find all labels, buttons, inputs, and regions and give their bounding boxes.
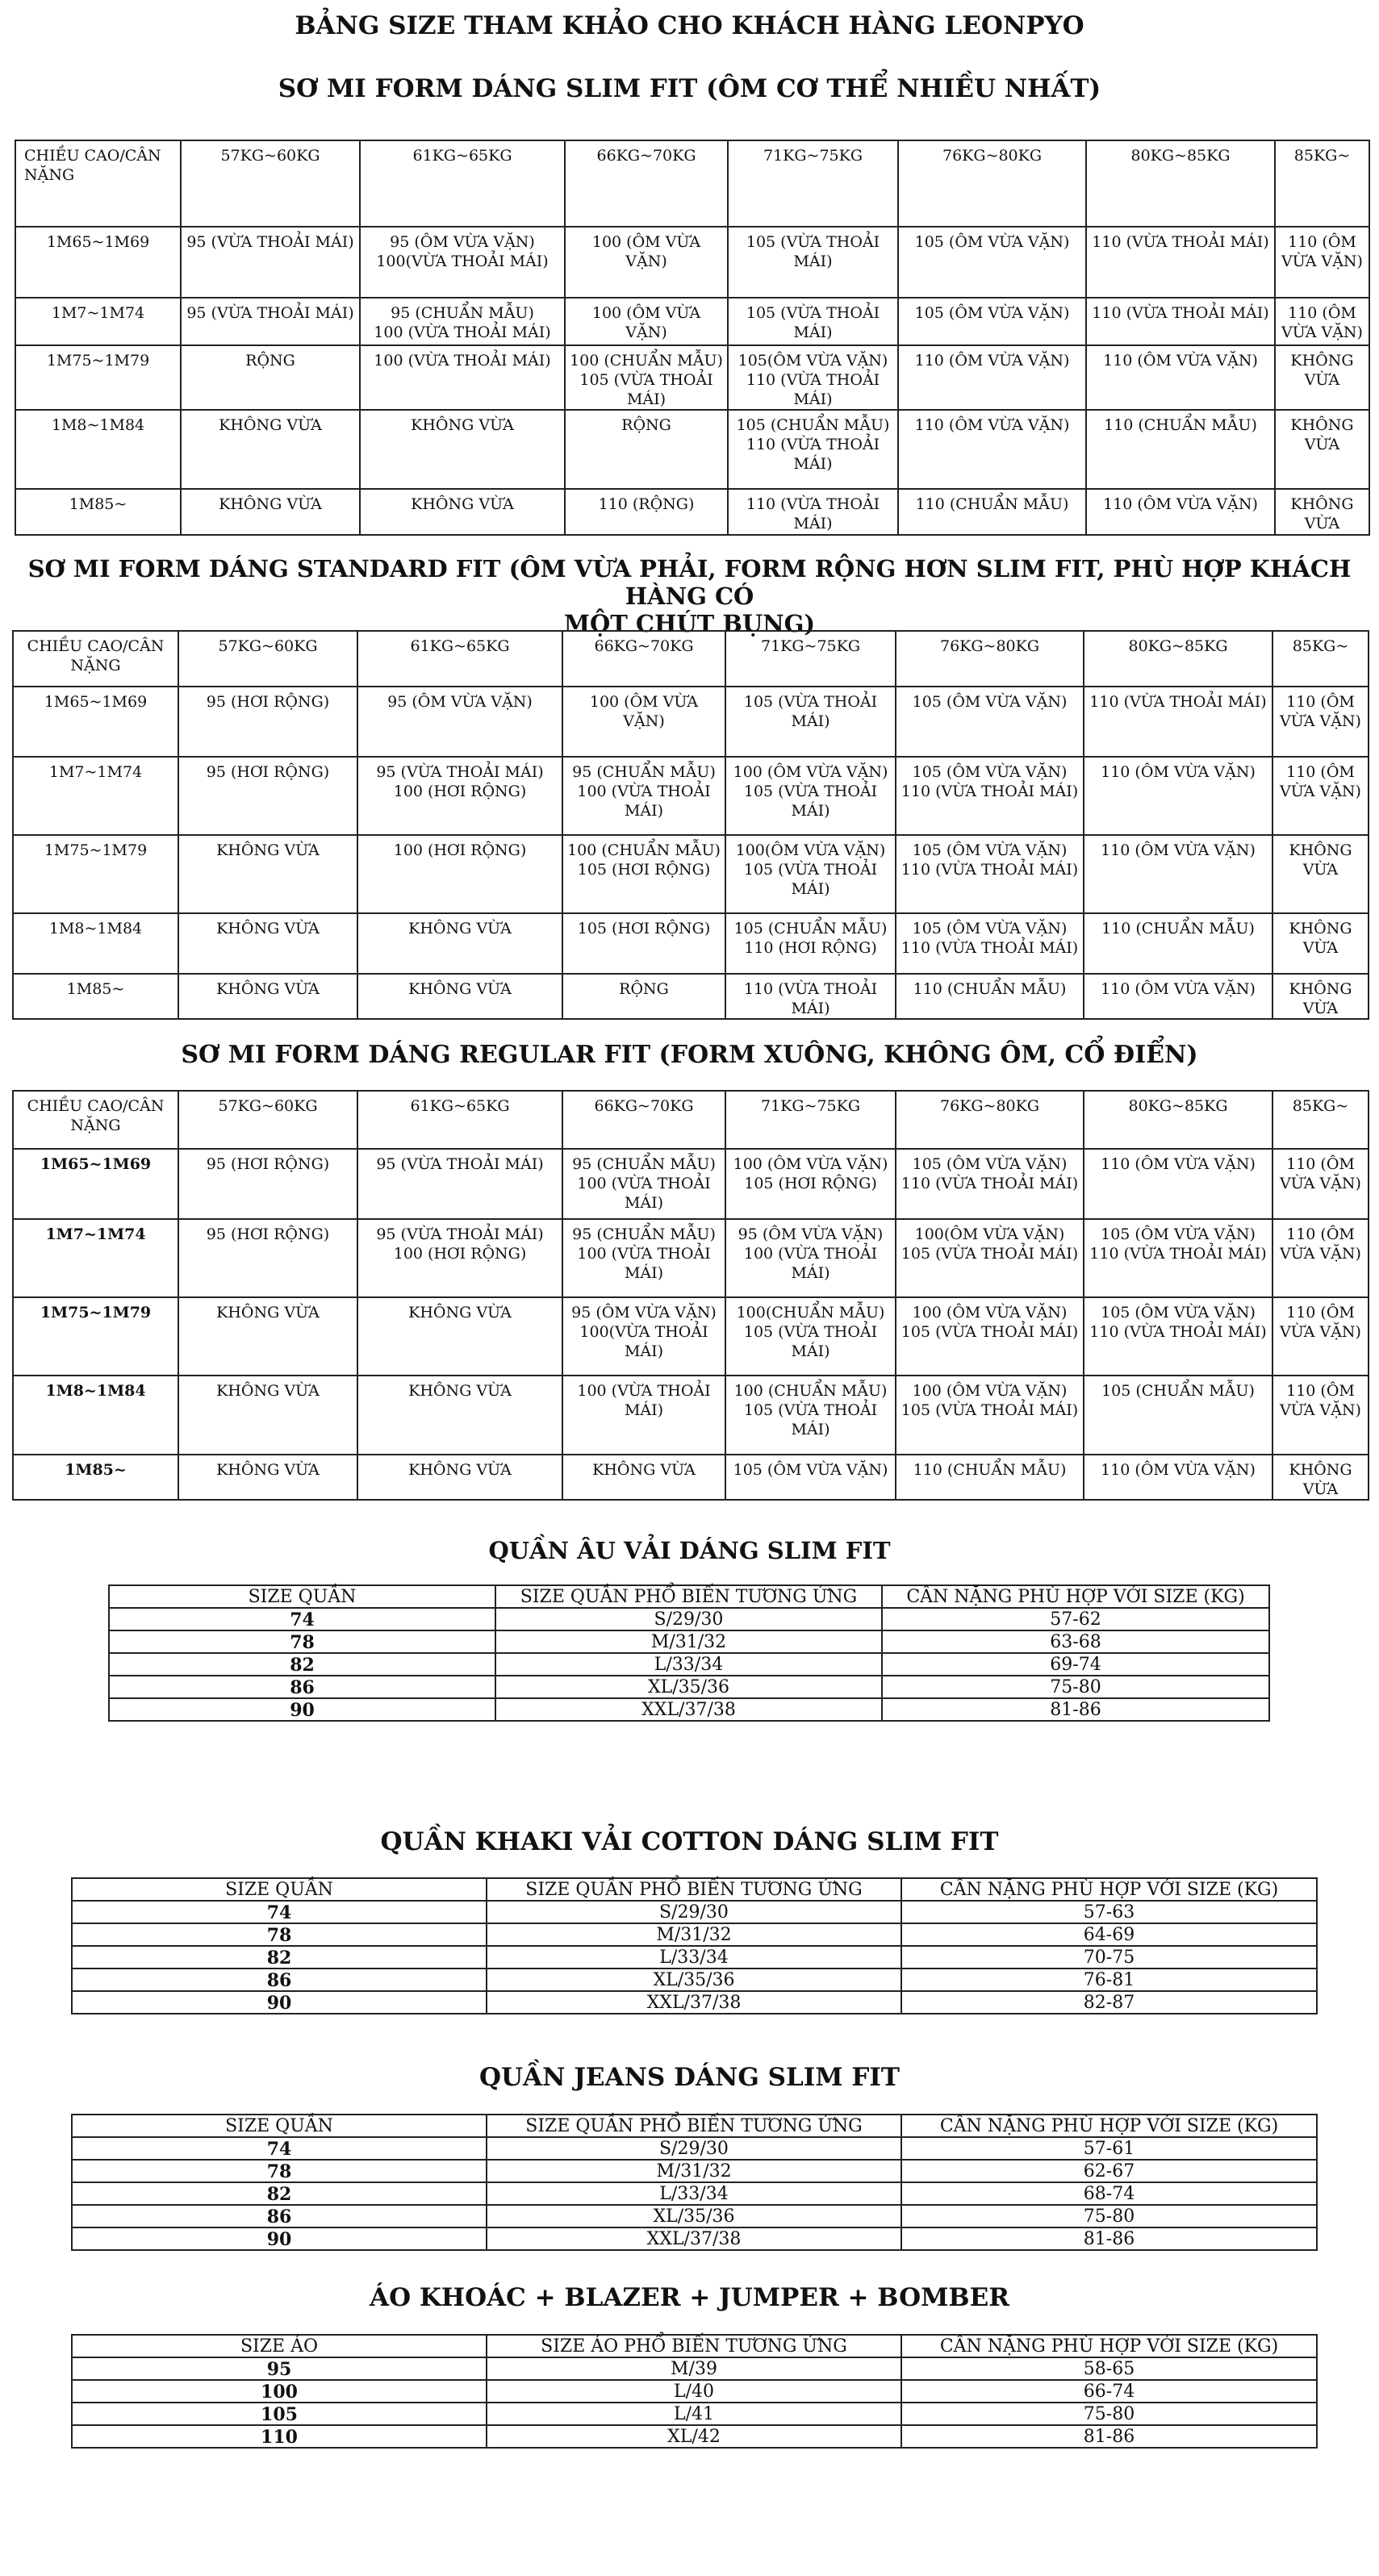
value-cell: L/33/34	[487, 2182, 901, 2205]
size-cell: RỘNG	[562, 974, 725, 1019]
header-cell: 57KG~60KG	[178, 631, 357, 687]
standard-fit-title-line2: MỘT CHÚT BỤNG)	[563, 610, 816, 637]
size-cell: 110 (VỪA THOẢI MÁI)	[725, 974, 896, 1019]
header-cell: 61KG~65KG	[357, 1091, 562, 1149]
table-row	[72, 2137, 1317, 2160]
size-cell: KHÔNG VỪA	[178, 913, 357, 974]
table-row	[72, 2425, 1317, 2448]
header-cell: 76KG~80KG	[896, 1091, 1084, 1149]
size-cell: 105 (HƠI RỘNG)	[562, 913, 725, 974]
size-cell: 86	[72, 1969, 487, 1991]
size-cell: 100(CHUẨN MẪU) 105 (VỪA THOẢI MÁI)	[725, 1297, 896, 1376]
size-cell: 100 (VỪA THOẢI MÁI)	[562, 1376, 725, 1455]
size-cell: 110 (ÔM VỪA VẶN)	[1086, 345, 1275, 410]
size-cell: KHÔNG VỪA	[1272, 835, 1369, 913]
size-cell: KHÔNG VỪA	[357, 1455, 562, 1500]
header-cell: 61KG~65KG	[357, 631, 562, 687]
size-cell: 95 (VỪA THOẢI MÁI)	[181, 298, 360, 345]
table-row	[72, 1969, 1317, 1991]
height-cell: 1M8~1M84	[15, 410, 181, 489]
size-cell: 86	[72, 2205, 487, 2227]
size-cell: RỘNG	[565, 410, 728, 489]
height-cell: 1M65~1M69	[15, 227, 181, 298]
header-cell: 57KG~60KG	[181, 140, 360, 227]
height-cell: 1M8~1M84	[13, 913, 178, 974]
header-cell: SIZE ÁO	[72, 2335, 487, 2357]
size-cell: 100 (ÔM VỪA VẶN) 105 (HƠI RỘNG)	[725, 1149, 896, 1219]
value-cell: 70-75	[901, 1946, 1317, 1969]
size-cell: 105 (VỪA THOẢI MÁI)	[728, 298, 898, 345]
header-cell: CÂN NẶNG PHÙ HỢP VỚI SIZE (KG)	[882, 1585, 1269, 1608]
value-cell: 75-80	[882, 1676, 1269, 1698]
table-row	[15, 410, 1369, 489]
value-cell: 63-68	[882, 1630, 1269, 1653]
size-cell: 110 (ÔM VỪA VẶN)	[1272, 1297, 1369, 1376]
table-row	[15, 345, 1369, 410]
size-cell: 95 (CHUẨN MẪU) 100 (VỪA THOẢI MÁI)	[360, 298, 565, 345]
size-cell: KHÔNG VỪA	[178, 835, 357, 913]
value-cell: 81-86	[901, 2227, 1317, 2250]
height-cell: 1M8~1M84	[13, 1376, 178, 1455]
size-cell: 105	[72, 2403, 487, 2425]
header-cell: 85KG~	[1272, 1091, 1369, 1149]
size-cell: 110	[72, 2425, 487, 2448]
value-cell: S/29/30	[487, 2137, 901, 2160]
value-cell: 81-86	[882, 1698, 1269, 1721]
size-cell: 95 (ÔM VỪA VẶN)	[357, 687, 562, 757]
size-cell: KHÔNG VỪA	[181, 410, 360, 489]
header-cell: 66KG~70KG	[562, 1091, 725, 1149]
size-cell: 110 (ÔM VỪA VẶN)	[1272, 1149, 1369, 1219]
khaki-table	[71, 1877, 1318, 2014]
table-row	[15, 227, 1369, 298]
size-cell: 110 (ÔM VỪA VẶN)	[1272, 1219, 1369, 1297]
height-cell: 1M85~	[15, 489, 181, 535]
value-cell: 76-81	[901, 1969, 1317, 1991]
size-cell: 100	[72, 2380, 487, 2403]
header-cell: SIZE QUẦN	[72, 1878, 487, 1901]
size-cell: 74	[109, 1608, 495, 1630]
standard-fit-title-line1: SƠ MI FORM DÁNG STANDARD FIT (ÔM VỪA PHẢI, FORM RỘNG HƠN SLIM FIT, PHÙ HỢP KHÁCH HÀNG CÓ	[27, 555, 1352, 610]
size-cell: 95 (VỪA THOẢI MÁI)	[357, 1149, 562, 1219]
size-cell: 90	[109, 1698, 495, 1721]
regular-fit-table	[12, 1090, 1369, 1501]
table-row	[72, 1923, 1317, 1946]
table-row	[109, 1653, 1269, 1676]
size-cell: 82	[109, 1653, 495, 1676]
size-cell: RỘNG	[181, 345, 360, 410]
size-cell: 105(ÔM VỪA VẶN) 110 (VỪA THOẢI MÁI)	[728, 345, 898, 410]
table-row	[72, 1946, 1317, 1969]
size-cell: 110 (VỪA THOẢI MÁI)	[728, 489, 898, 535]
size-cell: 100 (ÔM VỪA VẶN) 105 (VỪA THOẢI MÁI)	[896, 1297, 1084, 1376]
value-cell: 69-74	[882, 1653, 1269, 1676]
size-cell: KHÔNG VỪA	[178, 1297, 357, 1376]
value-cell: L/41	[487, 2403, 901, 2425]
size-cell: 100 (ÔM VỪA VẶN) 105 (VỪA THOẢI MÁI)	[896, 1376, 1084, 1455]
value-cell: 68-74	[901, 2182, 1317, 2205]
size-cell: KHÔNG VỪA	[178, 1455, 357, 1500]
value-cell: XL/35/36	[495, 1676, 882, 1698]
value-cell: 62-67	[901, 2160, 1317, 2182]
table-row	[72, 2205, 1317, 2227]
size-cell: 90	[72, 1991, 487, 2014]
table-row	[15, 298, 1369, 345]
value-cell: L/40	[487, 2380, 901, 2403]
size-cell: 105 (ÔM VỪA VẶN) 110 (VỪA THOẢI MÁI)	[896, 835, 1084, 913]
size-cell: 78	[109, 1630, 495, 1653]
khaki-title: QUẦN KHAKI VẢI COTTON DÁNG SLIM FIT	[380, 1827, 999, 1856]
table-row	[72, 2160, 1317, 2182]
header-cell: CÂN NẶNG PHÙ HỢP VỚI SIZE (KG)	[901, 1878, 1317, 1901]
quan-au-table	[108, 1584, 1270, 1722]
size-cell: 95 (CHUẨN MẪU) 100 (VỪA THOẢI MÁI)	[562, 757, 725, 835]
header-cell: SIZE QUẦN PHỔ BIẾN TƯƠNG ỨNG	[487, 1878, 901, 1901]
size-cell: 95 (HƠI RỘNG)	[178, 1149, 357, 1219]
size-cell: 100 (CHUẨN MẪU) 105 (HƠI RỘNG)	[562, 835, 725, 913]
size-cell: 110 (CHUẨN MẪU)	[896, 1455, 1084, 1500]
header-cell: 85KG~	[1275, 140, 1369, 227]
size-cell: 74	[72, 1901, 487, 1923]
height-cell: 1M65~1M69	[13, 1149, 178, 1219]
size-cell: 95 (ÔM VỪA VẶN) 100 (VỪA THOẢI MÁI)	[725, 1219, 896, 1297]
size-cell: 105 (VỪA THOẢI MÁI)	[728, 227, 898, 298]
size-cell: 110 (CHUẨN MẪU)	[1086, 410, 1275, 489]
size-cell: KHÔNG VỪA	[1272, 974, 1369, 1019]
height-cell: 1M75~1M79	[15, 345, 181, 410]
size-cell: 100 (VỪA THOẢI MÁI)	[360, 345, 565, 410]
header-cell: CHIỀU CAO/CÂN NẶNG	[15, 140, 181, 227]
size-cell: 110 (CHUẨN MẪU)	[1084, 913, 1272, 974]
table-row	[13, 1455, 1369, 1500]
jacket-title: ÁO KHOÁC + BLAZER + JUMPER + BOMBER	[370, 2283, 1009, 2312]
size-cell: 110 (ÔM VỪA VẶN)	[1084, 1149, 1272, 1219]
size-cell: 95 (CHUẨN MẪU) 100 (VỪA THOẢI MÁI)	[562, 1219, 725, 1297]
size-cell: 95 (VỪA THOẢI MÁI)	[181, 227, 360, 298]
value-cell: L/33/34	[487, 1946, 901, 1969]
size-cell: KHÔNG VỪA	[360, 489, 565, 535]
table-row	[13, 974, 1369, 1019]
height-cell: 1M65~1M69	[13, 687, 178, 757]
table-row	[72, 1991, 1317, 2014]
value-cell: XL/42	[487, 2425, 901, 2448]
header-cell: CÂN NẶNG PHÙ HỢP VỚI SIZE (KG)	[901, 2335, 1317, 2357]
value-cell: 82-87	[901, 1991, 1317, 2014]
value-cell: 81-86	[901, 2425, 1317, 2448]
size-cell: 100(ÔM VỪA VẶN) 105 (VỪA THOẢI MÁI)	[896, 1219, 1084, 1297]
size-cell: 105 (ÔM VỪA VẶN) 110 (VỪA THOẢI MÁI)	[896, 757, 1084, 835]
value-cell: M/31/32	[495, 1630, 882, 1653]
size-cell: 100 (ÔM VỪA VẶN)	[565, 298, 728, 345]
height-cell: 1M85~	[13, 974, 178, 1019]
size-cell: 95 (VỪA THOẢI MÁI) 100 (HƠI RỘNG)	[357, 757, 562, 835]
size-cell: 110 (ÔM VỪA VẶN)	[1275, 227, 1369, 298]
value-cell: 58-65	[901, 2357, 1317, 2380]
size-cell: 82	[72, 1946, 487, 1969]
table-row	[13, 687, 1369, 757]
header-cell: 80KG~85KG	[1084, 1091, 1272, 1149]
size-cell: 105 (ÔM VỪA VẶN)	[898, 298, 1086, 345]
header-cell: 80KG~85KG	[1086, 140, 1275, 227]
size-cell: KHÔNG VỪA	[181, 489, 360, 535]
size-cell: 110 (ÔM VỪA VẶN)	[1272, 1376, 1369, 1455]
jacket-table	[71, 2334, 1318, 2449]
value-cell: M/39	[487, 2357, 901, 2380]
size-cell: KHÔNG VỪA	[1272, 1455, 1369, 1500]
size-cell: 95 (ÔM VỪA VẶN) 100(VỪA THOẢI MÁI)	[360, 227, 565, 298]
size-cell: 100 (ÔM VỪA VẶN)	[562, 687, 725, 757]
size-cell: KHÔNG VỪA	[178, 974, 357, 1019]
height-cell: 1M75~1M79	[13, 1297, 178, 1376]
table-row	[72, 2380, 1317, 2403]
header-cell: 57KG~60KG	[178, 1091, 357, 1149]
size-cell: 110 (VỪA THOẢI MÁI)	[1086, 227, 1275, 298]
standard-fit-table	[12, 630, 1369, 1020]
page-title: BẢNG SIZE THAM KHẢO CHO KHÁCH HÀNG LEONPYO	[295, 11, 1084, 40]
header-cell: 85KG~	[1272, 631, 1369, 687]
size-cell: KHÔNG VỪA	[357, 974, 562, 1019]
header-cell: 76KG~80KG	[898, 140, 1086, 227]
table-row	[13, 913, 1369, 974]
value-cell: M/31/32	[487, 2160, 901, 2182]
size-cell: 110 (ÔM VỪA VẶN)	[1084, 835, 1272, 913]
table-row	[109, 1630, 1269, 1653]
header-cell: CHIỀU CAO/CÂN NẶNG	[13, 631, 178, 687]
value-cell: XL/35/36	[487, 2205, 901, 2227]
size-cell: 110 (VỪA THOẢI MÁI)	[1086, 298, 1275, 345]
header-cell: 80KG~85KG	[1084, 631, 1272, 687]
header-cell: CÂN NẶNG PHÙ HỢP VỚI SIZE (KG)	[901, 2115, 1317, 2137]
size-cell: 105 (CHUẨN MẪU) 110 (VỪA THOẢI MÁI)	[728, 410, 898, 489]
size-cell: 110 (ÔM VỪA VẶN)	[1084, 974, 1272, 1019]
size-cell: 105 (ÔM VỪA VẶN)	[898, 227, 1086, 298]
size-cell: KHÔNG VỪA	[1275, 410, 1369, 489]
size-cell: 105 (ÔM VỪA VẶN) 110 (VỪA THOẢI MÁI)	[1084, 1219, 1272, 1297]
header-cell: 71KG~75KG	[728, 140, 898, 227]
header-cell: SIZE QUẦN PHỔ BIẾN TƯƠNG ỨNG	[495, 1585, 882, 1608]
value-cell: L/33/34	[495, 1653, 882, 1676]
size-cell: 100 (ÔM VỪA VẶN) 105 (VỪA THOẢI MÁI)	[725, 757, 896, 835]
size-cell: 105 (CHUẨN MẪU)	[1084, 1376, 1272, 1455]
slim-fit-title: SƠ MI FORM DÁNG SLIM FIT (ÔM CƠ THỂ NHIỀU NHẤT)	[278, 74, 1101, 103]
size-cell: 110 (CHUẨN MẪU)	[898, 489, 1086, 535]
size-cell: 78	[72, 1923, 487, 1946]
size-cell: 105 (ÔM VỪA VẶN) 110 (VỪA THOẢI MÁI)	[1084, 1297, 1272, 1376]
size-cell: 105 (ÔM VỪA VẶN)	[725, 1455, 896, 1500]
size-cell: 105 (ÔM VỪA VẶN) 110 (VỪA THOẢI MÁI)	[896, 1149, 1084, 1219]
size-cell: KHÔNG VỪA	[357, 1297, 562, 1376]
size-cell: 110 (ÔM VỪA VẶN)	[1084, 1455, 1272, 1500]
size-cell: 100 (ÔM VỪA VẶN)	[565, 227, 728, 298]
value-cell: S/29/30	[487, 1901, 901, 1923]
table-row	[72, 2403, 1317, 2425]
size-cell: 110 (ÔM VỪA VẶN)	[1275, 298, 1369, 345]
table-row	[72, 2182, 1317, 2205]
size-cell: KHÔNG VỪA	[1275, 489, 1369, 535]
header-cell: 66KG~70KG	[562, 631, 725, 687]
size-cell: 105 (CHUẨN MẪU) 110 (HƠI RỘNG)	[725, 913, 896, 974]
size-cell: KHÔNG VỪA	[360, 410, 565, 489]
table-row	[13, 1297, 1369, 1376]
size-cell: 105 (ÔM VỪA VẶN) 110 (VỪA THOẢI MÁI)	[896, 913, 1084, 974]
size-cell: 110 (ÔM VỪA VẶN)	[1084, 757, 1272, 835]
value-cell: XXL/37/38	[487, 1991, 901, 2014]
header-cell: 66KG~70KG	[565, 140, 728, 227]
height-cell: 1M75~1M79	[13, 835, 178, 913]
header-cell: SIZE QUẦN	[109, 1585, 495, 1608]
value-cell: 64-69	[901, 1923, 1317, 1946]
header-cell: SIZE QUẦN	[72, 2115, 487, 2137]
header-cell: 61KG~65KG	[360, 140, 565, 227]
header-cell: CHIỀU CAO/CÂN NẶNG	[13, 1091, 178, 1149]
value-cell: XXL/37/38	[495, 1698, 882, 1721]
jeans-table	[71, 2114, 1318, 2251]
table-row	[15, 489, 1369, 535]
table-row	[109, 1608, 1269, 1630]
table-row	[13, 835, 1369, 913]
slim-fit-table	[15, 140, 1370, 536]
table-row	[72, 2357, 1317, 2380]
value-cell: 57-62	[882, 1608, 1269, 1630]
table-row	[13, 1219, 1369, 1297]
height-cell: 1M85~	[13, 1455, 178, 1500]
size-cell: 110 (VỪA THOẢI MÁI)	[1084, 687, 1272, 757]
size-cell: 100(ÔM VỪA VẶN) 105 (VỪA THOẢI MÁI)	[725, 835, 896, 913]
size-cell: KHÔNG VỪA	[357, 913, 562, 974]
size-cell: KHÔNG VỪA	[1272, 913, 1369, 974]
size-cell: 110 (ÔM VỪA VẶN)	[1272, 757, 1369, 835]
quan-au-title: QUẦN ÂU VẢI DÁNG SLIM FIT	[488, 1537, 891, 1564]
header-cell: SIZE ÁO PHỔ BIẾN TƯƠNG ỨNG	[487, 2335, 901, 2357]
size-cell: 100 (CHUẨN MẪU) 105 (VỪA THOẢI MÁI)	[565, 345, 728, 410]
regular-fit-title: SƠ MI FORM DÁNG REGULAR FIT (FORM XUÔNG, KHÔNG ÔM, CỔ ĐIỂN)	[181, 1041, 1198, 1069]
height-cell: 1M7~1M74	[13, 757, 178, 835]
size-cell: 95	[72, 2357, 487, 2380]
size-cell: 110 (RỘNG)	[565, 489, 728, 535]
table-row	[72, 2227, 1317, 2250]
size-cell: 110 (CHUẨN MẪU)	[896, 974, 1084, 1019]
size-cell: 90	[72, 2227, 487, 2250]
table-row	[13, 1376, 1369, 1455]
size-cell: 110 (ÔM VỪA VẶN)	[1272, 687, 1369, 757]
size-cell: 105 (VỪA THOẢI MÁI)	[725, 687, 896, 757]
header-cell: SIZE QUẦN PHỔ BIẾN TƯƠNG ỨNG	[487, 2115, 901, 2137]
value-cell: 75-80	[901, 2403, 1317, 2425]
value-cell: 66-74	[901, 2380, 1317, 2403]
size-cell: 95 (HƠI RỘNG)	[178, 687, 357, 757]
table-row	[13, 757, 1369, 835]
value-cell: XL/35/36	[487, 1969, 901, 1991]
jeans-title: QUẦN JEANS DÁNG SLIM FIT	[479, 2063, 900, 2092]
size-cell: 95 (HƠI RỘNG)	[178, 757, 357, 835]
size-cell: 86	[109, 1676, 495, 1698]
size-cell: 105 (ÔM VỪA VẶN)	[896, 687, 1084, 757]
height-cell: 1M7~1M74	[15, 298, 181, 345]
table-row	[72, 1901, 1317, 1923]
size-cell: 74	[72, 2137, 487, 2160]
value-cell: 57-61	[901, 2137, 1317, 2160]
header-cell: 71KG~75KG	[725, 1091, 896, 1149]
height-cell: 1M7~1M74	[13, 1219, 178, 1297]
size-cell: 82	[72, 2182, 487, 2205]
size-cell: 95 (ÔM VỪA VẶN) 100(VỪA THOẢI MÁI)	[562, 1297, 725, 1376]
table-row	[13, 1149, 1369, 1219]
value-cell: XXL/37/38	[487, 2227, 901, 2250]
size-cell: KHÔNG VỪA	[1275, 345, 1369, 410]
header-cell: 71KG~75KG	[725, 631, 896, 687]
size-cell: 100 (HƠI RỘNG)	[357, 835, 562, 913]
value-cell: S/29/30	[495, 1608, 882, 1630]
size-cell: 95 (HƠI RỘNG)	[178, 1219, 357, 1297]
value-cell: M/31/32	[487, 1923, 901, 1946]
header-cell: 76KG~80KG	[896, 631, 1084, 687]
size-cell: 78	[72, 2160, 487, 2182]
value-cell: 57-63	[901, 1901, 1317, 1923]
table-row	[109, 1676, 1269, 1698]
value-cell: 75-80	[901, 2205, 1317, 2227]
standard-fit-title	[0, 555, 1379, 637]
size-cell: 95 (CHUẨN MẪU) 100 (VỪA THOẢI MÁI)	[562, 1149, 725, 1219]
table-row	[109, 1698, 1269, 1721]
size-cell: 110 (ÔM VỪA VẶN)	[898, 410, 1086, 489]
size-cell: 110 (ÔM VỪA VẶN)	[898, 345, 1086, 410]
size-cell: KHÔNG VỪA	[178, 1376, 357, 1455]
size-cell: KHÔNG VỪA	[357, 1376, 562, 1455]
size-cell: KHÔNG VỪA	[562, 1455, 725, 1500]
size-cell: 110 (ÔM VỪA VẶN)	[1086, 489, 1275, 535]
size-cell: 100 (CHUẨN MẪU) 105 (VỪA THOẢI MÁI)	[725, 1376, 896, 1455]
size-cell: 95 (VỪA THOẢI MÁI) 100 (HƠI RỘNG)	[357, 1219, 562, 1297]
